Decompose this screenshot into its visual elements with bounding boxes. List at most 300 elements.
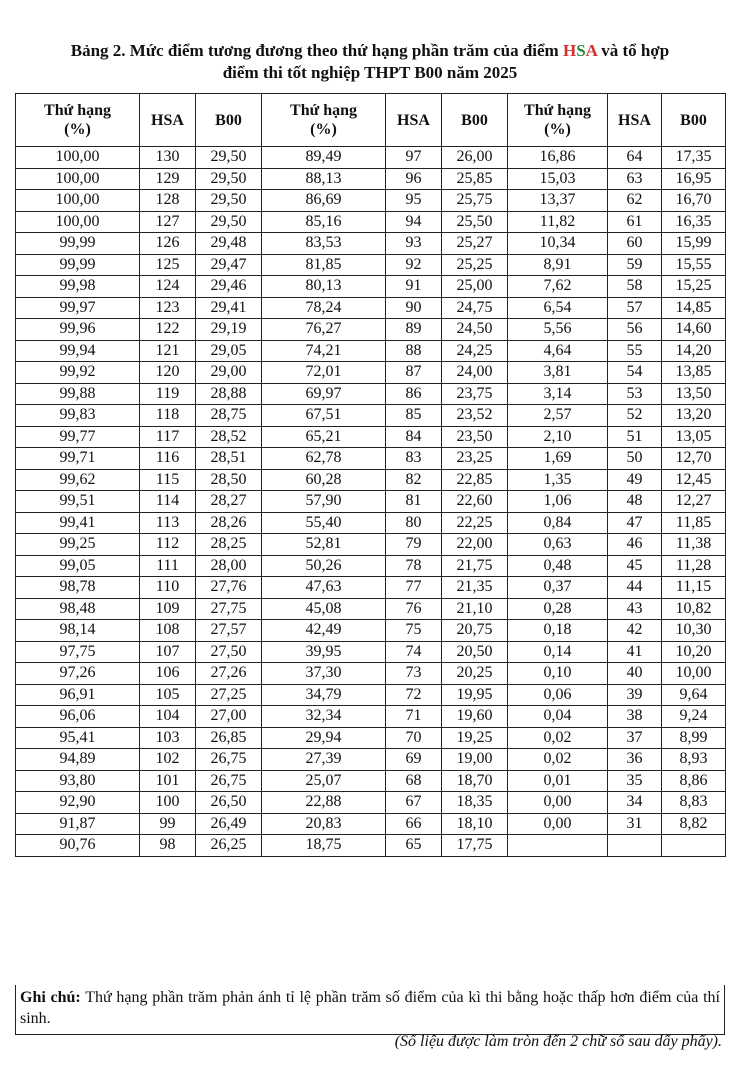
table-cell: 17,75 bbox=[442, 835, 508, 857]
table-cell: 62 bbox=[608, 190, 662, 212]
table-cell: 29,48 bbox=[196, 233, 262, 255]
table-cell: 26,85 bbox=[196, 727, 262, 749]
table-cell: 26,75 bbox=[196, 749, 262, 771]
table-row bbox=[16, 512, 726, 534]
table-cell: 122 bbox=[140, 319, 196, 341]
table-cell: 0,37 bbox=[508, 577, 608, 599]
table-cell: 50 bbox=[608, 448, 662, 470]
table-cell: 23,50 bbox=[442, 426, 508, 448]
table-cell: 2,57 bbox=[508, 405, 608, 427]
table-cell: 34,79 bbox=[262, 684, 386, 706]
table-cell: 88,13 bbox=[262, 168, 386, 190]
table-cell: 102 bbox=[140, 749, 196, 771]
table-cell: 24,00 bbox=[442, 362, 508, 384]
table-cell: 44 bbox=[608, 577, 662, 599]
table-cell: 100 bbox=[140, 792, 196, 814]
table-cell: 43 bbox=[608, 598, 662, 620]
table-cell: 46 bbox=[608, 534, 662, 556]
table-cell: 11,38 bbox=[662, 534, 726, 556]
table-cell: 75 bbox=[386, 620, 442, 642]
table-cell: 99,62 bbox=[16, 469, 140, 491]
table-cell: 72 bbox=[386, 684, 442, 706]
table-cell: 91,87 bbox=[16, 813, 140, 835]
table-cell: 107 bbox=[140, 641, 196, 663]
table-cell: 67,51 bbox=[262, 405, 386, 427]
table-cell: 78,24 bbox=[262, 297, 386, 319]
title-hsa-h: H bbox=[562, 41, 577, 60]
table-cell: 24,25 bbox=[442, 340, 508, 362]
table-cell: 29,19 bbox=[196, 319, 262, 341]
table-cell: 15,03 bbox=[508, 168, 608, 190]
table-cell: 99,92 bbox=[16, 362, 140, 384]
table-cell: 0,02 bbox=[508, 749, 608, 771]
table-cell: 39 bbox=[608, 684, 662, 706]
table-cell: 29,50 bbox=[196, 147, 262, 169]
table-cell: 29,50 bbox=[196, 211, 262, 233]
table-cell: 11,28 bbox=[662, 555, 726, 577]
table-cell: 89 bbox=[386, 319, 442, 341]
table-cell: 29,05 bbox=[196, 340, 262, 362]
table-cell: 74,21 bbox=[262, 340, 386, 362]
table-cell: 18,75 bbox=[262, 835, 386, 857]
table-cell: 25,27 bbox=[442, 233, 508, 255]
table-row bbox=[16, 276, 726, 298]
table-cell: 60,28 bbox=[262, 469, 386, 491]
table-row bbox=[16, 211, 726, 233]
table-cell: 28,75 bbox=[196, 405, 262, 427]
table-cell: 13,05 bbox=[662, 426, 726, 448]
table-row bbox=[16, 598, 726, 620]
table-cell: 12,27 bbox=[662, 491, 726, 513]
table-cell: 84 bbox=[386, 426, 442, 448]
table-row bbox=[16, 835, 726, 857]
table-cell: 15,55 bbox=[662, 254, 726, 276]
table-cell: 99,98 bbox=[16, 276, 140, 298]
table-cell: 97 bbox=[386, 147, 442, 169]
table-row bbox=[16, 362, 726, 384]
table-cell: 116 bbox=[140, 448, 196, 470]
table-cell: 99,51 bbox=[16, 491, 140, 513]
table-cell: 99,41 bbox=[16, 512, 140, 534]
header-rank-2: Thứ hạng (%) bbox=[262, 94, 386, 147]
table-cell: 10,34 bbox=[508, 233, 608, 255]
table-cell: 9,24 bbox=[662, 706, 726, 728]
table-cell bbox=[508, 835, 608, 857]
title-line-1 bbox=[20, 40, 720, 62]
table-header-row bbox=[16, 94, 726, 147]
table-cell: 49 bbox=[608, 469, 662, 491]
table-cell: 98,78 bbox=[16, 577, 140, 599]
table-cell: 22,88 bbox=[262, 792, 386, 814]
table-cell: 10,30 bbox=[662, 620, 726, 642]
table-row bbox=[16, 147, 726, 169]
table-cell: 8,82 bbox=[662, 813, 726, 835]
table-cell: 4,64 bbox=[508, 340, 608, 362]
table-cell: 13,50 bbox=[662, 383, 726, 405]
table-cell: 10,00 bbox=[662, 663, 726, 685]
note-label: Ghi chú: bbox=[20, 989, 81, 1006]
table-cell: 62,78 bbox=[262, 448, 386, 470]
table-cell: 99 bbox=[140, 813, 196, 835]
table-cell: 0,00 bbox=[508, 813, 608, 835]
table-row bbox=[16, 813, 726, 835]
table-cell: 95,41 bbox=[16, 727, 140, 749]
table-cell: 76,27 bbox=[262, 319, 386, 341]
table-cell: 123 bbox=[140, 297, 196, 319]
table-cell: 99,05 bbox=[16, 555, 140, 577]
table-cell: 8,91 bbox=[508, 254, 608, 276]
table-row bbox=[16, 491, 726, 513]
table-cell: 0,06 bbox=[508, 684, 608, 706]
table-cell: 100,00 bbox=[16, 168, 140, 190]
table-cell: 42 bbox=[608, 620, 662, 642]
table-cell: 80,13 bbox=[262, 276, 386, 298]
table-cell bbox=[662, 835, 726, 857]
table-cell: 25,07 bbox=[262, 770, 386, 792]
table-cell: 77 bbox=[386, 577, 442, 599]
table-cell: 25,75 bbox=[442, 190, 508, 212]
table-cell: 16,70 bbox=[662, 190, 726, 212]
table-cell: 85,16 bbox=[262, 211, 386, 233]
table-cell: 118 bbox=[140, 405, 196, 427]
table-cell: 14,60 bbox=[662, 319, 726, 341]
table-cell: 19,95 bbox=[442, 684, 508, 706]
table-cell: 29,00 bbox=[196, 362, 262, 384]
table-cell: 110 bbox=[140, 577, 196, 599]
table-cell: 1,06 bbox=[508, 491, 608, 513]
table-cell: 80 bbox=[386, 512, 442, 534]
table-cell: 0,28 bbox=[508, 598, 608, 620]
table-row bbox=[16, 792, 726, 814]
table-cell: 14,85 bbox=[662, 297, 726, 319]
table-cell bbox=[608, 835, 662, 857]
table-cell: 112 bbox=[140, 534, 196, 556]
table-cell: 69 bbox=[386, 749, 442, 771]
table-row bbox=[16, 706, 726, 728]
table-cell: 25,25 bbox=[442, 254, 508, 276]
table-cell: 24,50 bbox=[442, 319, 508, 341]
table-cell: 25,00 bbox=[442, 276, 508, 298]
table-cell: 58 bbox=[608, 276, 662, 298]
table-cell: 26,49 bbox=[196, 813, 262, 835]
table-cell: 111 bbox=[140, 555, 196, 577]
table-cell: 83 bbox=[386, 448, 442, 470]
table-cell: 26,75 bbox=[196, 770, 262, 792]
table-cell: 96 bbox=[386, 168, 442, 190]
table-cell: 0,14 bbox=[508, 641, 608, 663]
table-cell: 128 bbox=[140, 190, 196, 212]
table-cell: 37 bbox=[608, 727, 662, 749]
header-b00-2: B00 bbox=[442, 94, 508, 147]
table-cell: 18,70 bbox=[442, 770, 508, 792]
table-cell: 15,25 bbox=[662, 276, 726, 298]
table-cell: 60 bbox=[608, 233, 662, 255]
table-cell: 27,26 bbox=[196, 663, 262, 685]
table-cell: 27,39 bbox=[262, 749, 386, 771]
table-cell: 57 bbox=[608, 297, 662, 319]
table-cell: 26,50 bbox=[196, 792, 262, 814]
table-cell: 94 bbox=[386, 211, 442, 233]
table-cell: 95 bbox=[386, 190, 442, 212]
table-cell: 96,06 bbox=[16, 706, 140, 728]
table-cell: 100,00 bbox=[16, 211, 140, 233]
table-cell: 52 bbox=[608, 405, 662, 427]
table-cell: 115 bbox=[140, 469, 196, 491]
header-hsa-3: HSA bbox=[608, 94, 662, 147]
table-cell: 0,84 bbox=[508, 512, 608, 534]
header-rank-3: Thứ hạng (%) bbox=[508, 94, 608, 147]
table-cell: 82 bbox=[386, 469, 442, 491]
table-cell: 25,50 bbox=[442, 211, 508, 233]
table-cell: 29,94 bbox=[262, 727, 386, 749]
table-cell: 129 bbox=[140, 168, 196, 190]
table-row bbox=[16, 405, 726, 427]
table-cell: 86,69 bbox=[262, 190, 386, 212]
table-cell: 41 bbox=[608, 641, 662, 663]
table-cell: 66 bbox=[386, 813, 442, 835]
table-cell: 14,20 bbox=[662, 340, 726, 362]
table-cell: 81 bbox=[386, 491, 442, 513]
table-cell: 29,50 bbox=[196, 190, 262, 212]
table-cell: 19,60 bbox=[442, 706, 508, 728]
table-cell: 9,64 bbox=[662, 684, 726, 706]
table-cell: 113 bbox=[140, 512, 196, 534]
table-row bbox=[16, 534, 726, 556]
table-cell: 0,63 bbox=[508, 534, 608, 556]
table-cell: 55,40 bbox=[262, 512, 386, 534]
table-cell: 76 bbox=[386, 598, 442, 620]
table-cell: 54 bbox=[608, 362, 662, 384]
title-hsa-a: A bbox=[585, 41, 598, 60]
table-row bbox=[16, 727, 726, 749]
table-cell: 22,00 bbox=[442, 534, 508, 556]
table-row bbox=[16, 770, 726, 792]
table-cell: 124 bbox=[140, 276, 196, 298]
table-cell: 0,01 bbox=[508, 770, 608, 792]
table-cell: 99,97 bbox=[16, 297, 140, 319]
table-cell: 63 bbox=[608, 168, 662, 190]
table-cell: 6,54 bbox=[508, 297, 608, 319]
table-cell: 57,90 bbox=[262, 491, 386, 513]
table-body bbox=[16, 147, 726, 857]
table-cell: 51 bbox=[608, 426, 662, 448]
table-cell: 27,25 bbox=[196, 684, 262, 706]
table-cell: 106 bbox=[140, 663, 196, 685]
table-cell: 0,02 bbox=[508, 727, 608, 749]
table-cell: 99,77 bbox=[16, 426, 140, 448]
table-row bbox=[16, 319, 726, 341]
table-cell: 97,26 bbox=[16, 663, 140, 685]
table-cell: 8,83 bbox=[662, 792, 726, 814]
table-cell: 67 bbox=[386, 792, 442, 814]
table-cell: 38 bbox=[608, 706, 662, 728]
table-cell: 36 bbox=[608, 749, 662, 771]
table-cell: 0,48 bbox=[508, 555, 608, 577]
table-row bbox=[16, 190, 726, 212]
table-cell: 1,69 bbox=[508, 448, 608, 470]
table-cell: 20,83 bbox=[262, 813, 386, 835]
table-cell: 28,52 bbox=[196, 426, 262, 448]
rounding-footnote: (Số liệu được làm tròn đến 2 chữ số sau dấy phẩy). bbox=[394, 1033, 722, 1050]
table-cell: 8,99 bbox=[662, 727, 726, 749]
table-cell: 19,25 bbox=[442, 727, 508, 749]
table-cell: 42,49 bbox=[262, 620, 386, 642]
table-cell: 70 bbox=[386, 727, 442, 749]
table-cell: 47 bbox=[608, 512, 662, 534]
table-cell: 85 bbox=[386, 405, 442, 427]
table-cell: 125 bbox=[140, 254, 196, 276]
table-cell: 0,18 bbox=[508, 620, 608, 642]
table-cell: 27,50 bbox=[196, 641, 262, 663]
table-cell: 23,25 bbox=[442, 448, 508, 470]
table-cell: 99,99 bbox=[16, 254, 140, 276]
table-cell: 126 bbox=[140, 233, 196, 255]
table-cell: 120 bbox=[140, 362, 196, 384]
table-cell: 3,14 bbox=[508, 383, 608, 405]
table-cell: 28,27 bbox=[196, 491, 262, 513]
table-cell: 20,50 bbox=[442, 641, 508, 663]
table-cell: 11,82 bbox=[508, 211, 608, 233]
table-cell: 13,85 bbox=[662, 362, 726, 384]
table-cell: 34 bbox=[608, 792, 662, 814]
table-cell: 99,96 bbox=[16, 319, 140, 341]
table-cell: 93 bbox=[386, 233, 442, 255]
table-cell: 74 bbox=[386, 641, 442, 663]
table-cell: 78 bbox=[386, 555, 442, 577]
table-cell: 3,81 bbox=[508, 362, 608, 384]
table-cell: 16,35 bbox=[662, 211, 726, 233]
table-cell: 101 bbox=[140, 770, 196, 792]
table-cell: 89,49 bbox=[262, 147, 386, 169]
table-cell: 31 bbox=[608, 813, 662, 835]
table-cell: 23,52 bbox=[442, 405, 508, 427]
table-cell: 114 bbox=[140, 491, 196, 513]
title-line-2: điểm thi tốt nghiệp THPT B00 năm 2025 bbox=[222, 63, 518, 82]
table-cell: 69,97 bbox=[262, 383, 386, 405]
table-cell: 0,04 bbox=[508, 706, 608, 728]
table-row bbox=[16, 254, 726, 276]
table-cell: 45,08 bbox=[262, 598, 386, 620]
table-cell: 92 bbox=[386, 254, 442, 276]
table-cell: 21,10 bbox=[442, 598, 508, 620]
table-cell: 68 bbox=[386, 770, 442, 792]
table-cell: 99,25 bbox=[16, 534, 140, 556]
table-cell: 23,75 bbox=[442, 383, 508, 405]
header-hsa-1: HSA bbox=[140, 94, 196, 147]
table-cell: 24,75 bbox=[442, 297, 508, 319]
table-cell: 105 bbox=[140, 684, 196, 706]
table-cell: 99,71 bbox=[16, 448, 140, 470]
table-cell: 12,70 bbox=[662, 448, 726, 470]
table-cell: 53 bbox=[608, 383, 662, 405]
table-cell: 47,63 bbox=[262, 577, 386, 599]
table-row bbox=[16, 663, 726, 685]
table-cell: 16,86 bbox=[508, 147, 608, 169]
table-cell: 26,00 bbox=[442, 147, 508, 169]
table-row bbox=[16, 749, 726, 771]
table-cell: 7,62 bbox=[508, 276, 608, 298]
table-cell: 108 bbox=[140, 620, 196, 642]
table-cell: 98,14 bbox=[16, 620, 140, 642]
table-cell: 61 bbox=[608, 211, 662, 233]
table-cell: 8,86 bbox=[662, 770, 726, 792]
table-cell: 50,26 bbox=[262, 555, 386, 577]
table-cell: 28,25 bbox=[196, 534, 262, 556]
header-b00-3: B00 bbox=[662, 94, 726, 147]
table-cell: 55 bbox=[608, 340, 662, 362]
table-cell: 25,85 bbox=[442, 168, 508, 190]
table-cell: 29,47 bbox=[196, 254, 262, 276]
table-row bbox=[16, 168, 726, 190]
table-cell: 100,00 bbox=[16, 147, 140, 169]
table-cell: 64 bbox=[608, 147, 662, 169]
table-cell: 11,85 bbox=[662, 512, 726, 534]
table-cell: 21,35 bbox=[442, 577, 508, 599]
title-text-after: và tổ hợp bbox=[597, 41, 670, 60]
header-b00-1: B00 bbox=[196, 94, 262, 147]
table-cell: 88 bbox=[386, 340, 442, 362]
table-cell: 99,83 bbox=[16, 405, 140, 427]
table-cell: 92,90 bbox=[16, 792, 140, 814]
table-cell: 40 bbox=[608, 663, 662, 685]
table-cell: 90 bbox=[386, 297, 442, 319]
header-rank-1: Thứ hạng (%) bbox=[16, 94, 140, 147]
table-cell: 65 bbox=[386, 835, 442, 857]
table-cell: 52,81 bbox=[262, 534, 386, 556]
table-cell: 27,00 bbox=[196, 706, 262, 728]
table-row bbox=[16, 684, 726, 706]
table-cell: 127 bbox=[140, 211, 196, 233]
table-cell: 35 bbox=[608, 770, 662, 792]
table-cell: 99,88 bbox=[16, 383, 140, 405]
table-cell: 29,41 bbox=[196, 297, 262, 319]
table-cell: 97,75 bbox=[16, 641, 140, 663]
table-cell: 79 bbox=[386, 534, 442, 556]
table-cell: 37,30 bbox=[262, 663, 386, 685]
table-cell: 28,51 bbox=[196, 448, 262, 470]
table-row bbox=[16, 620, 726, 642]
table-cell: 99,99 bbox=[16, 233, 140, 255]
table-row bbox=[16, 448, 726, 470]
table-cell: 27,75 bbox=[196, 598, 262, 620]
note-text: Thứ hạng phần trăm phản ánh tỉ lệ phần trăm số điểm của kì thi bằng hoặc thấp hơn điểm của thí sinh. bbox=[20, 989, 720, 1027]
table-cell: 22,60 bbox=[442, 491, 508, 513]
table-cell: 13,20 bbox=[662, 405, 726, 427]
table-cell: 59 bbox=[608, 254, 662, 276]
table-cell: 2,10 bbox=[508, 426, 608, 448]
table-cell: 16,95 bbox=[662, 168, 726, 190]
table-cell: 20,75 bbox=[442, 620, 508, 642]
table-cell: 81,85 bbox=[262, 254, 386, 276]
table-cell: 56 bbox=[608, 319, 662, 341]
table-cell: 65,21 bbox=[262, 426, 386, 448]
table-cell: 12,45 bbox=[662, 469, 726, 491]
table-cell: 15,99 bbox=[662, 233, 726, 255]
table-cell: 98 bbox=[140, 835, 196, 857]
table-cell: 10,20 bbox=[662, 641, 726, 663]
table-cell: 13,37 bbox=[508, 190, 608, 212]
table-cell: 86 bbox=[386, 383, 442, 405]
table-row bbox=[16, 641, 726, 663]
table-cell: 93,80 bbox=[16, 770, 140, 792]
table-cell: 19,00 bbox=[442, 749, 508, 771]
table-cell: 29,46 bbox=[196, 276, 262, 298]
table-cell: 22,25 bbox=[442, 512, 508, 534]
table-cell: 99,94 bbox=[16, 340, 140, 362]
table-row bbox=[16, 233, 726, 255]
table-cell: 72,01 bbox=[262, 362, 386, 384]
table-cell: 5,56 bbox=[508, 319, 608, 341]
